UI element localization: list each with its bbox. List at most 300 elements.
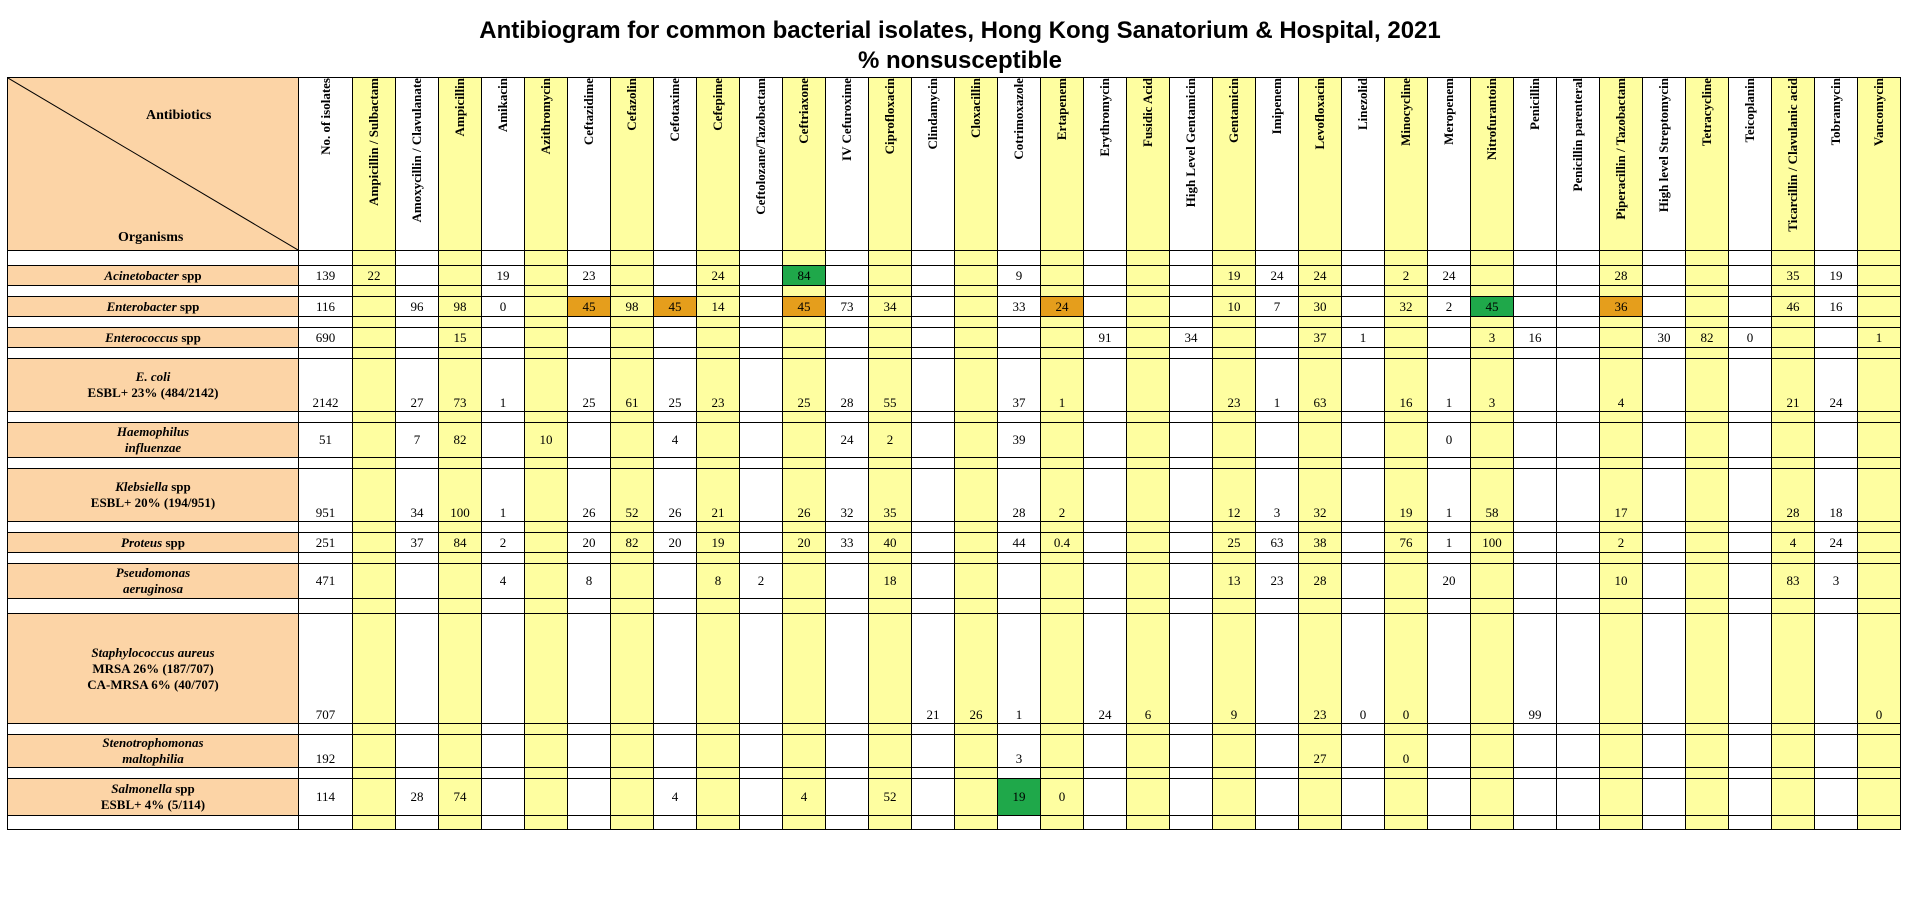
spacer-cell (1600, 286, 1643, 297)
spacer-cell (912, 522, 955, 533)
value-cell: 4 (783, 779, 826, 816)
page-title: Antibiogram for common bacterial isolates, Hong Kong Sanatorium & Hospital, 2021 (479, 17, 1441, 44)
column-header (1514, 78, 1557, 251)
spacer-cell (396, 251, 439, 266)
value-cell (1213, 735, 1256, 768)
spacer-cell (1256, 286, 1299, 297)
value-cell (740, 297, 783, 317)
value-cell: 23 (1213, 359, 1256, 412)
isolate-count-cell: 51 (299, 423, 353, 458)
column-header-label: Levofloxacin (1312, 78, 1327, 150)
value-cell (1858, 266, 1901, 286)
spacer-cell (1041, 286, 1084, 297)
value-cell (482, 423, 525, 458)
spacer-cell (1127, 348, 1170, 359)
spacer-cell (1600, 251, 1643, 266)
spacer-cell (998, 522, 1041, 533)
value-cell (1643, 735, 1686, 768)
spacer-cell (1299, 816, 1342, 830)
spacer-cell (1772, 317, 1815, 328)
value-cell (912, 533, 955, 553)
spacer-cell (1342, 816, 1385, 830)
value-cell (611, 328, 654, 348)
spacer-cell (525, 286, 568, 297)
spacer-cell (525, 458, 568, 469)
spacer-cell (1213, 348, 1256, 359)
spacer-cell (1686, 286, 1729, 297)
value-cell (1084, 469, 1127, 522)
value-cell: 8 (568, 564, 611, 599)
value-cell: 1 (1041, 359, 1084, 412)
organism-note: ESBL+ 4% (5/114) (100, 797, 206, 812)
value-cell: 73 (826, 297, 869, 317)
spacer-cell (568, 816, 611, 830)
spacer-cell (1815, 724, 1858, 735)
value-cell (1385, 423, 1428, 458)
spacer-cell (740, 599, 783, 614)
value-cell (611, 564, 654, 599)
spacer-cell (654, 724, 697, 735)
value-cell (1686, 469, 1729, 522)
spacer-cell (299, 768, 353, 779)
value-cell: 23 (1299, 614, 1342, 724)
spacer-cell (1084, 412, 1127, 423)
spacer-cell (1772, 553, 1815, 564)
spacer-cell (1299, 458, 1342, 469)
value-cell: 24 (1256, 266, 1299, 286)
spacer-cell (1600, 317, 1643, 328)
value-cell (955, 533, 998, 553)
spacer-cell (1729, 816, 1772, 830)
spacer-cell (826, 286, 869, 297)
column-header-label: Ertapenem (1054, 78, 1069, 141)
column-header (1299, 78, 1342, 251)
value-cell: 82 (439, 423, 482, 458)
value-cell (1342, 359, 1385, 412)
value-cell (1557, 614, 1600, 724)
value-cell: 22 (353, 266, 396, 286)
organism-line (8, 797, 298, 813)
value-cell (1772, 328, 1815, 348)
spacer-cell (1686, 816, 1729, 830)
value-cell: 37 (998, 359, 1041, 412)
spacer-cell (998, 724, 1041, 735)
value-cell: 61 (611, 359, 654, 412)
spacer-cell (1170, 553, 1213, 564)
spacer-cell (1170, 317, 1213, 328)
value-cell (1514, 423, 1557, 458)
column-header (826, 78, 869, 251)
column-header-label: Penicillin (1527, 78, 1542, 130)
spacer-cell (1686, 317, 1729, 328)
spacer-cell (1643, 816, 1686, 830)
organism-line (8, 781, 298, 797)
value-cell (826, 779, 869, 816)
spacer-cell (1084, 599, 1127, 614)
value-cell (568, 614, 611, 724)
value-cell (525, 297, 568, 317)
spacer-cell (482, 553, 525, 564)
spacer-cell (869, 458, 912, 469)
spacer-cell (1385, 522, 1428, 533)
value-cell (1729, 359, 1772, 412)
value-cell: 63 (1256, 533, 1299, 553)
value-cell: 4 (654, 423, 697, 458)
spacer-cell (1772, 348, 1815, 359)
spacer-cell (568, 724, 611, 735)
value-cell: 0 (1428, 423, 1471, 458)
spacer-cell (1213, 251, 1256, 266)
spacer-cell (1815, 522, 1858, 533)
spacer-cell (1213, 553, 1256, 564)
spacer-cell (1127, 317, 1170, 328)
value-cell (1729, 533, 1772, 553)
organism-name: Acinetobacter (104, 267, 179, 283)
value-cell (697, 423, 740, 458)
column-header (955, 78, 998, 251)
spacer-cell (1729, 317, 1772, 328)
value-cell (353, 328, 396, 348)
spacer-cell (1471, 251, 1514, 266)
spacer-cell (1428, 317, 1471, 328)
spacer-cell (611, 317, 654, 328)
value-cell (1772, 423, 1815, 458)
spacer-cell (299, 458, 353, 469)
value-cell (482, 779, 525, 816)
spacer-cell (654, 522, 697, 533)
organism-line (8, 661, 298, 677)
organism-name: Klebsiella (115, 479, 168, 494)
value-cell: 30 (1299, 297, 1342, 317)
value-cell (568, 779, 611, 816)
spacer-cell (299, 251, 353, 266)
value-cell (1041, 735, 1084, 768)
value-cell: 1 (1428, 359, 1471, 412)
spacer-cell (783, 768, 826, 779)
spacer-cell (998, 251, 1041, 266)
value-cell (740, 735, 783, 768)
value-cell (1471, 423, 1514, 458)
spacer-cell (654, 458, 697, 469)
value-cell: 3 (1256, 469, 1299, 522)
spacer-cell (1858, 412, 1901, 423)
value-cell: 23 (1256, 564, 1299, 599)
spacer-cell (740, 816, 783, 830)
value-cell (1600, 328, 1643, 348)
spacer-cell (783, 553, 826, 564)
value-cell: 19 (1213, 266, 1256, 286)
spacer-cell (1213, 412, 1256, 423)
spacer-cell (439, 522, 482, 533)
spacer-cell (1041, 553, 1084, 564)
organism-line (8, 440, 298, 456)
spacer-cell (525, 816, 568, 830)
spacer-cell (826, 816, 869, 830)
value-cell (912, 779, 955, 816)
spacer-cell (1385, 412, 1428, 423)
value-cell (1084, 564, 1127, 599)
spacer-cell (1084, 816, 1127, 830)
corner-header (8, 78, 299, 251)
isolate-count-cell: 471 (299, 564, 353, 599)
value-cell: 4 (1772, 533, 1815, 553)
spacer-cell (1385, 724, 1428, 735)
spacer-cell (1514, 286, 1557, 297)
spacer-cell (1643, 348, 1686, 359)
value-cell (1514, 533, 1557, 553)
value-cell: 1 (1428, 469, 1471, 522)
spacer-cell (8, 724, 299, 735)
value-cell (1428, 614, 1471, 724)
spacer-cell (353, 553, 396, 564)
value-cell (525, 328, 568, 348)
spacer-cell (1772, 412, 1815, 423)
value-cell (1557, 297, 1600, 317)
value-cell (1127, 564, 1170, 599)
column-header-label: No. of isolates (317, 78, 333, 155)
spacer-cell (1557, 286, 1600, 297)
spacer-cell (1643, 724, 1686, 735)
spacer-cell (869, 768, 912, 779)
spacer-cell (912, 553, 955, 564)
organism-name: Stenotrophomonas (102, 735, 204, 750)
column-header (396, 78, 439, 251)
value-cell: 28 (826, 359, 869, 412)
value-cell: 1 (1428, 533, 1471, 553)
value-cell (353, 533, 396, 553)
value-cell (1815, 328, 1858, 348)
spacer-row (8, 458, 1901, 469)
spacer-cell (654, 286, 697, 297)
spacer-cell (869, 522, 912, 533)
value-cell: 9 (1213, 614, 1256, 724)
value-cell: 33 (826, 533, 869, 553)
column-header-label: Gentamicin (1226, 78, 1241, 143)
spacer-cell (1084, 317, 1127, 328)
spacer-cell (568, 251, 611, 266)
spacer-cell (353, 251, 396, 266)
organism-line (8, 581, 298, 597)
value-cell (439, 564, 482, 599)
spacer-cell (654, 251, 697, 266)
value-cell (1084, 533, 1127, 553)
value-cell (1557, 564, 1600, 599)
value-cell (826, 735, 869, 768)
spacer-cell (998, 317, 1041, 328)
column-header-label: Tetracycline (1699, 78, 1714, 147)
value-cell: 28 (1772, 469, 1815, 522)
value-cell (1256, 614, 1299, 724)
value-cell (611, 735, 654, 768)
spacer-cell (1858, 286, 1901, 297)
value-cell: 0 (482, 297, 525, 317)
spacer-cell (1686, 251, 1729, 266)
value-cell (1557, 359, 1600, 412)
spacer-cell (1428, 724, 1471, 735)
column-header-label: Penicillin parenteral (1570, 78, 1585, 192)
value-cell: 24 (1084, 614, 1127, 724)
value-cell (1213, 779, 1256, 816)
spacer-cell (1385, 816, 1428, 830)
value-cell (1643, 564, 1686, 599)
spacer-cell (1471, 522, 1514, 533)
spacer-cell (1127, 724, 1170, 735)
value-cell (955, 779, 998, 816)
spacer-cell (1256, 458, 1299, 469)
spacer-cell (1729, 724, 1772, 735)
spacer-cell (1858, 251, 1901, 266)
spacer-cell (1256, 724, 1299, 735)
organism-cell (8, 359, 299, 412)
spacer-cell (912, 286, 955, 297)
value-cell: 0 (1729, 328, 1772, 348)
value-cell (1815, 779, 1858, 816)
spacer-cell (611, 522, 654, 533)
value-cell (1084, 359, 1127, 412)
value-cell: 19 (482, 266, 525, 286)
value-cell (1170, 533, 1213, 553)
spacer-cell (482, 599, 525, 614)
value-cell (1041, 423, 1084, 458)
spacer-cell (1041, 458, 1084, 469)
spacer-cell (1815, 286, 1858, 297)
spacer-cell (8, 553, 299, 564)
spacer-cell (1428, 768, 1471, 779)
value-cell (826, 266, 869, 286)
value-cell (353, 297, 396, 317)
value-cell (1815, 735, 1858, 768)
spacer-cell (783, 458, 826, 469)
value-cell (353, 423, 396, 458)
value-cell: 1 (1342, 328, 1385, 348)
value-cell (1170, 423, 1213, 458)
spacer-cell (1514, 553, 1557, 564)
value-cell (1428, 779, 1471, 816)
value-cell: 0 (1342, 614, 1385, 724)
spacer-cell (1772, 458, 1815, 469)
value-cell: 2 (869, 423, 912, 458)
spacer-cell (740, 348, 783, 359)
spacer-cell (1213, 599, 1256, 614)
value-cell (353, 614, 396, 724)
spacer-cell (1514, 599, 1557, 614)
value-cell (1256, 423, 1299, 458)
value-cell (353, 779, 396, 816)
value-cell (353, 359, 396, 412)
spacer-cell (1041, 348, 1084, 359)
spacer-cell (1299, 768, 1342, 779)
spacer-cell (1342, 317, 1385, 328)
organism-cell (8, 423, 299, 458)
value-cell: 26 (783, 469, 826, 522)
isolate-count-cell: 707 (299, 614, 353, 724)
column-header (1600, 78, 1643, 251)
spacer-cell (1342, 286, 1385, 297)
spacer-cell (783, 816, 826, 830)
value-cell (525, 359, 568, 412)
value-cell (1127, 469, 1170, 522)
value-cell: 37 (396, 533, 439, 553)
spacer-cell (697, 599, 740, 614)
spacer-cell (1170, 522, 1213, 533)
spacer-cell (353, 412, 396, 423)
spacer-cell (482, 286, 525, 297)
spacer-cell (1557, 816, 1600, 830)
column-header (697, 78, 740, 251)
spacer-cell (353, 458, 396, 469)
value-cell: 16 (1815, 297, 1858, 317)
value-cell (1858, 533, 1901, 553)
value-cell (1600, 614, 1643, 724)
value-cell: 3 (1471, 328, 1514, 348)
value-cell: 1 (998, 614, 1041, 724)
value-cell: 7 (1256, 297, 1299, 317)
spacer-cell (1643, 599, 1686, 614)
value-cell (1471, 614, 1514, 724)
value-cell (1342, 533, 1385, 553)
value-cell (1557, 779, 1600, 816)
spacer-cell (869, 599, 912, 614)
spacer-cell (1643, 286, 1686, 297)
column-header-label: High Level Gentamicin (1183, 78, 1198, 208)
column-header (1815, 78, 1858, 251)
table-row (8, 266, 1901, 286)
spacer-cell (869, 724, 912, 735)
spacer-cell (1858, 553, 1901, 564)
column-header-label: Clindamycin (925, 78, 940, 150)
spacer-cell (1170, 412, 1213, 423)
value-cell (1213, 328, 1256, 348)
value-cell: 45 (783, 297, 826, 317)
spacer-cell (1127, 412, 1170, 423)
value-cell (1299, 423, 1342, 458)
organism-line (8, 385, 298, 401)
spacer-cell (1729, 348, 1772, 359)
value-cell (1514, 266, 1557, 286)
value-cell: 39 (998, 423, 1041, 458)
value-cell: 15 (439, 328, 482, 348)
value-cell (1471, 266, 1514, 286)
organism-name: maltophilia (122, 751, 184, 766)
value-cell (955, 423, 998, 458)
spacer-cell (955, 724, 998, 735)
spacer-cell (1170, 768, 1213, 779)
spacer-cell (783, 412, 826, 423)
spacer-cell (568, 458, 611, 469)
spacer-cell (1643, 553, 1686, 564)
value-cell (1729, 469, 1772, 522)
spacer-cell (1686, 412, 1729, 423)
spacer-cell (826, 553, 869, 564)
value-cell (1041, 266, 1084, 286)
value-cell (1643, 359, 1686, 412)
spacer-cell (654, 317, 697, 328)
value-cell: 12 (1213, 469, 1256, 522)
column-header (568, 78, 611, 251)
column-header-label: Cefotaxime (667, 78, 682, 142)
spacer-cell (1729, 599, 1772, 614)
value-cell (740, 779, 783, 816)
spacer-cell (396, 458, 439, 469)
isolate-count-cell: 251 (299, 533, 353, 553)
column-header (1084, 78, 1127, 251)
spacer-cell (998, 599, 1041, 614)
value-cell (611, 614, 654, 724)
value-cell (1127, 359, 1170, 412)
value-cell: 3 (998, 735, 1041, 768)
value-cell: 25 (654, 359, 697, 412)
column-header-label: Fusidic Acid (1140, 78, 1155, 147)
